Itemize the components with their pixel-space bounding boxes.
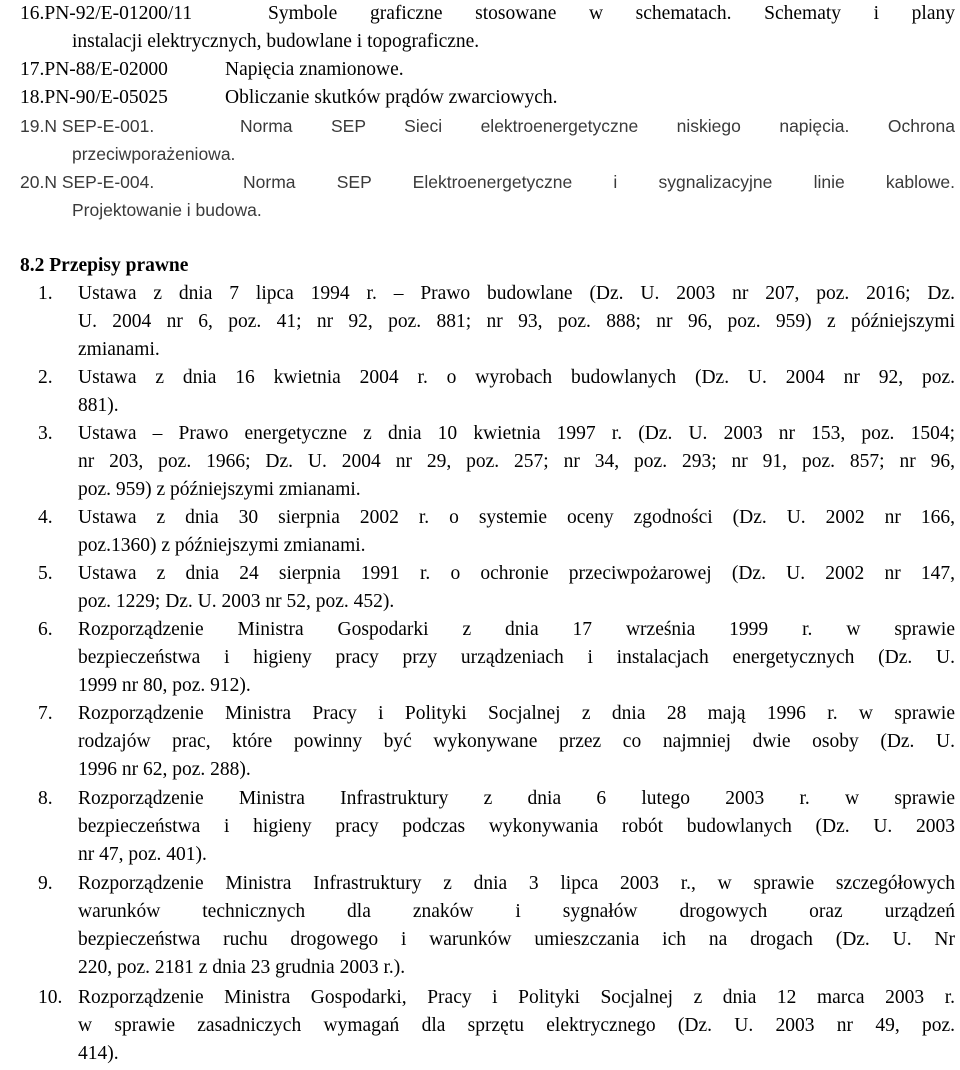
law-2-line-1: Ustawa z dnia 16 kwietnia 2004 r. o wyrobach budowlanych (Dz. U. 2004 nr 92, poz.	[78, 367, 955, 388]
law-5-line-2: poz. 1229; Dz. U. 2003 nr 52, poz. 452).	[78, 591, 395, 612]
law-10-line-2: w sprawie zasadniczych wymagań dla sprzętu elektrycznego (Dz. U. 2003 nr 49, poz.	[78, 1015, 955, 1036]
ref-20-title: Norma SEP Elektroenergetyczne i sygnalizacyjne linie kablowe.	[243, 172, 955, 192]
law-8-line-3: nr 47, poz. 401).	[78, 844, 207, 865]
law-9-line-4: 220, poz. 2181 z dnia 23 grudnia 2003 r.).	[78, 957, 406, 978]
law-1-line-3: zmianami.	[78, 339, 160, 360]
law-8-number: 8.	[38, 788, 53, 809]
law-10-line-3: 414).	[78, 1043, 119, 1064]
law-1-line-2: U. 2004 nr 6, poz. 41; nr 92, poz. 881; nr 93, poz. 888; nr 96, poz. 959) z późniejszymi	[78, 311, 955, 332]
law-7-line-1: Rozporządzenie Ministra Pracy i Polityki Socjalnej z dnia 28 mają 1996 r. w sprawie	[78, 703, 955, 724]
law-1-line-1: Ustawa z dnia 7 lipca 1994 r. – Prawo budowlane (Dz. U. 2003 nr 207, poz. 2016; Dz.	[78, 283, 955, 304]
law-6-line-3: 1999 nr 80, poz. 912).	[78, 675, 251, 696]
law-4-line-1: Ustawa z dnia 30 sierpnia 2002 r. o systemie oceny zgodności (Dz. U. 2002 nr 166,	[78, 507, 955, 528]
law-2-number: 2.	[38, 367, 53, 388]
law-9-line-3: bezpieczeństwa ruchu drogowego i warunków umieszczania ich na drogach (Dz. U. Nr	[78, 929, 955, 950]
law-9-line-1: Rozporządzenie Ministra Infrastruktury z dnia 3 lipca 2003 r., w sprawie szczegółowych	[78, 873, 955, 894]
ref-19-title-cont: przeciwporażeniowa.	[72, 144, 236, 164]
law-3-line-2: nr 203, poz. 1966; Dz. U. 2004 nr 29, poz. 257; nr 34, poz. 293; nr 91, poz. 857; nr 96,	[78, 451, 955, 472]
law-2-line-2: 881).	[78, 395, 119, 416]
section-heading: 8.2 Przepisy prawne	[20, 255, 189, 276]
law-3-line-1: Ustawa – Prawo energetyczne z dnia 10 kwietnia 1997 r. (Dz. U. 2003 nr 153, poz. 1504;	[78, 423, 955, 444]
law-9-line-2: warunków technicznych dla znaków i sygnałów drogowych oraz urządzeń	[78, 901, 955, 922]
law-1-number: 1.	[38, 283, 53, 304]
law-8-line-2: bezpieczeństwa i higieny pracy podczas wykonywania robót budowlanych (Dz. U. 2003	[78, 816, 955, 837]
law-6-line-2: bezpieczeństwa i higieny pracy przy urządzeniach i instalacjach energetycznych (Dz. U.	[78, 647, 955, 668]
law-6-line-1: Rozporządzenie Ministra Gospodarki z dnia 17 września 1999 r. w sprawie	[78, 619, 955, 640]
law-6-number: 6.	[38, 619, 53, 640]
law-3-line-3: poz. 959) z późniejszymi zmianami.	[78, 479, 361, 500]
law-7-line-2: rodzajów prac, które powinny być wykonywane przez co najmniej dwie osoby (Dz. U.	[78, 731, 955, 752]
ref-17-title: Napięcia znamionowe.	[225, 59, 404, 80]
law-5-line-1: Ustawa z dnia 24 sierpnia 1991 r. o ochronie przeciwpożarowej (Dz. U. 2002 nr 147,	[78, 563, 955, 584]
law-9-number: 9.	[38, 873, 53, 894]
ref-19-title: Norma SEP Sieci elektroenergetyczne niskiego napięcia. Ochrona	[240, 116, 955, 136]
law-4-line-2: poz.1360) z późniejszymi zmianami.	[78, 535, 366, 556]
ref-20-title-cont: Projektowanie i budowa.	[72, 200, 262, 220]
ref-16-title-cont: instalacji elektrycznych, budowlane i topograficzne.	[72, 31, 480, 52]
ref-18-standard: 18.PN-90/E-05025	[20, 87, 168, 108]
ref-20-standard: 20.N SEP-E-004.	[20, 172, 155, 192]
ref-19-standard: 19.N SEP-E-001.	[20, 116, 155, 136]
law-4-number: 4.	[38, 507, 53, 528]
law-7-number: 7.	[38, 703, 53, 724]
ref-16-standard: 16.PN-92/E-01200/11	[20, 3, 193, 24]
law-5-number: 5.	[38, 563, 53, 584]
law-7-line-3: 1996 nr 62, poz. 288).	[78, 759, 251, 780]
ref-17-standard: 17.PN-88/E-02000	[20, 59, 168, 80]
ref-16-title: Symbole graficzne stosowane w schematach. Schematy i plany	[268, 3, 955, 24]
law-3-number: 3.	[38, 423, 53, 444]
law-10-number: 10.	[38, 987, 63, 1008]
law-10-line-1: Rozporządzenie Ministra Gospodarki, Pracy i Polityki Socjalnej z dnia 12 marca 2003 r.	[78, 987, 955, 1008]
law-8-line-1: Rozporządzenie Ministra Infrastruktury z dnia 6 lutego 2003 r. w sprawie	[78, 788, 955, 809]
ref-18-title: Obliczanie skutków prądów zwarciowych.	[225, 87, 558, 108]
